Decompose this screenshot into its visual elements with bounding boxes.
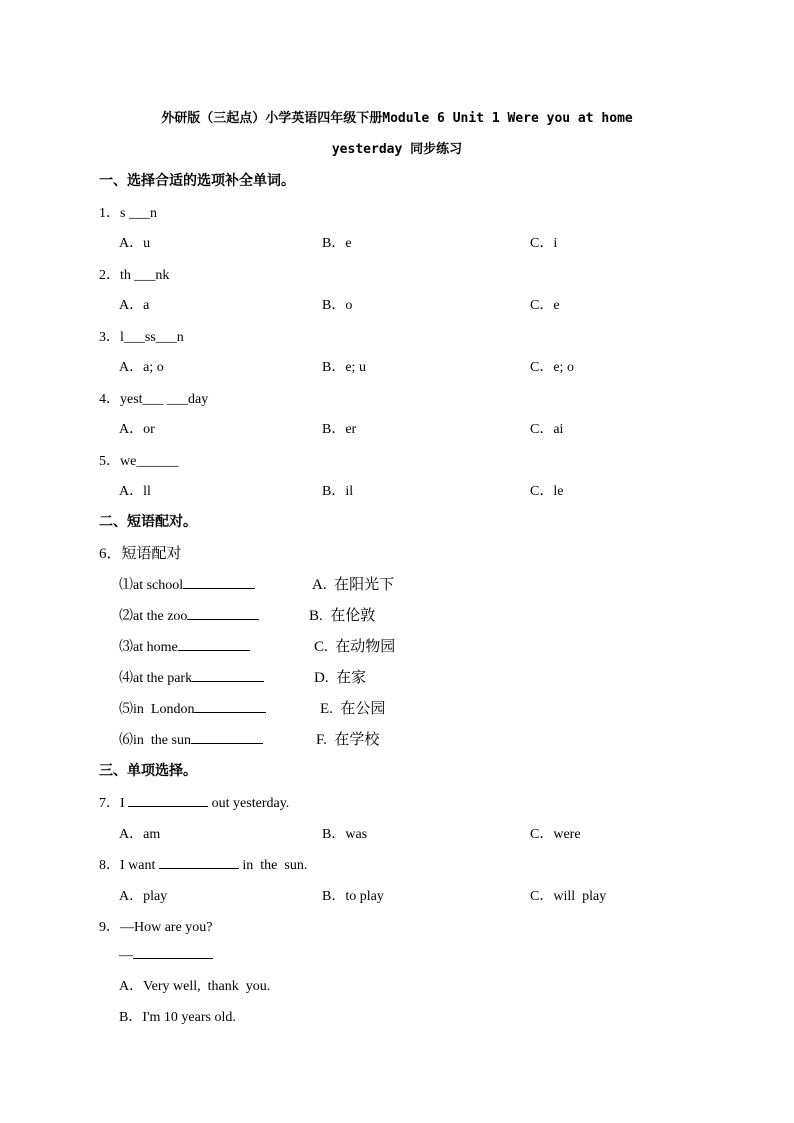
question-2-option-b: B．o — [322, 298, 353, 313]
match-left-4: ⑷at the park — [119, 667, 264, 687]
question-7-stem: 7．I out yesterday. — [99, 796, 290, 811]
title-line-2: yesterday 同步练习 — [331, 142, 463, 157]
match-right-2: B. 在伦敦 — [309, 608, 376, 624]
match-right-4: D. 在家 — [314, 670, 367, 686]
match-left-5: ⑸in London — [119, 698, 266, 718]
match-right-3: C. 在动物园 — [314, 639, 396, 655]
question-5-option-c: C．le — [530, 484, 564, 499]
question-4-option-c: C．ai — [530, 422, 564, 437]
question-2-option-a: A．a — [119, 298, 150, 313]
match-left-3: ⑶at home — [119, 636, 250, 656]
question-1-option-b: B．e — [322, 236, 352, 251]
question-4-stem: 4．yest___ ___day — [99, 392, 209, 407]
section-heading-2: 二、短语配对。 — [99, 514, 197, 530]
match-right-6: F. 在学校 — [316, 732, 380, 748]
match-left-1: ⑴at school — [119, 574, 255, 594]
section-heading-3: 三、单项选择。 — [99, 763, 197, 779]
question-3-option-a: A．a; o — [119, 360, 164, 375]
question-5-option-b: B．il — [322, 484, 354, 499]
match-right-5: E. 在公园 — [320, 701, 386, 717]
question-1-option-a: A．u — [119, 236, 151, 251]
question-8-option-b: B．to play — [322, 889, 384, 904]
question-9-option-b: B．I'm 10 years old. — [119, 1010, 236, 1025]
question-3-option-b: B．e; u — [322, 360, 366, 375]
question-5-option-a: A．ll — [119, 484, 151, 499]
question-3-stem: 3．l___ss___n — [99, 330, 184, 345]
question-1-option-c: C．i — [530, 236, 558, 251]
question-3-option-c: C．e; o — [530, 360, 574, 375]
question-8-stem: 8．I want in the sun. — [99, 858, 308, 873]
match-right-1: A. 在阳光下 — [312, 577, 395, 593]
question-8-option-a: A．play — [119, 889, 168, 904]
match-left-6: ⑹in the sun — [119, 729, 263, 749]
question-5-stem: 5．we______ — [99, 454, 179, 469]
section-heading-1: 一、选择合适的选项补全单词。 — [99, 173, 295, 189]
question-9-option-a: A．Very well, thank you. — [119, 979, 271, 994]
question-9-stem: 9．—How are you? — [99, 920, 213, 935]
question-1-stem: 1．s ___n — [99, 206, 157, 221]
question-2-stem: 2．th ___nk — [99, 268, 170, 283]
question-2-option-c: C．e — [530, 298, 560, 313]
question-7-option-a: A．am — [119, 827, 161, 842]
question-7-option-b: B．was — [322, 827, 368, 842]
match-left-2: ⑵at the zoo — [119, 605, 259, 625]
question-8-option-c: C．will play — [530, 889, 607, 904]
question-4-option-a: A．or — [119, 422, 155, 437]
question-6-stem: 6．短语配对 — [99, 546, 182, 562]
question-7-option-c: C．were — [530, 827, 581, 842]
question-4-option-b: B．er — [322, 422, 357, 437]
title-line-1: 外研版（三起点）小学英语四年级下册Module 6 Unit 1 Were you at home — [161, 111, 633, 126]
question-9-answer-blank: — — [119, 946, 213, 964]
